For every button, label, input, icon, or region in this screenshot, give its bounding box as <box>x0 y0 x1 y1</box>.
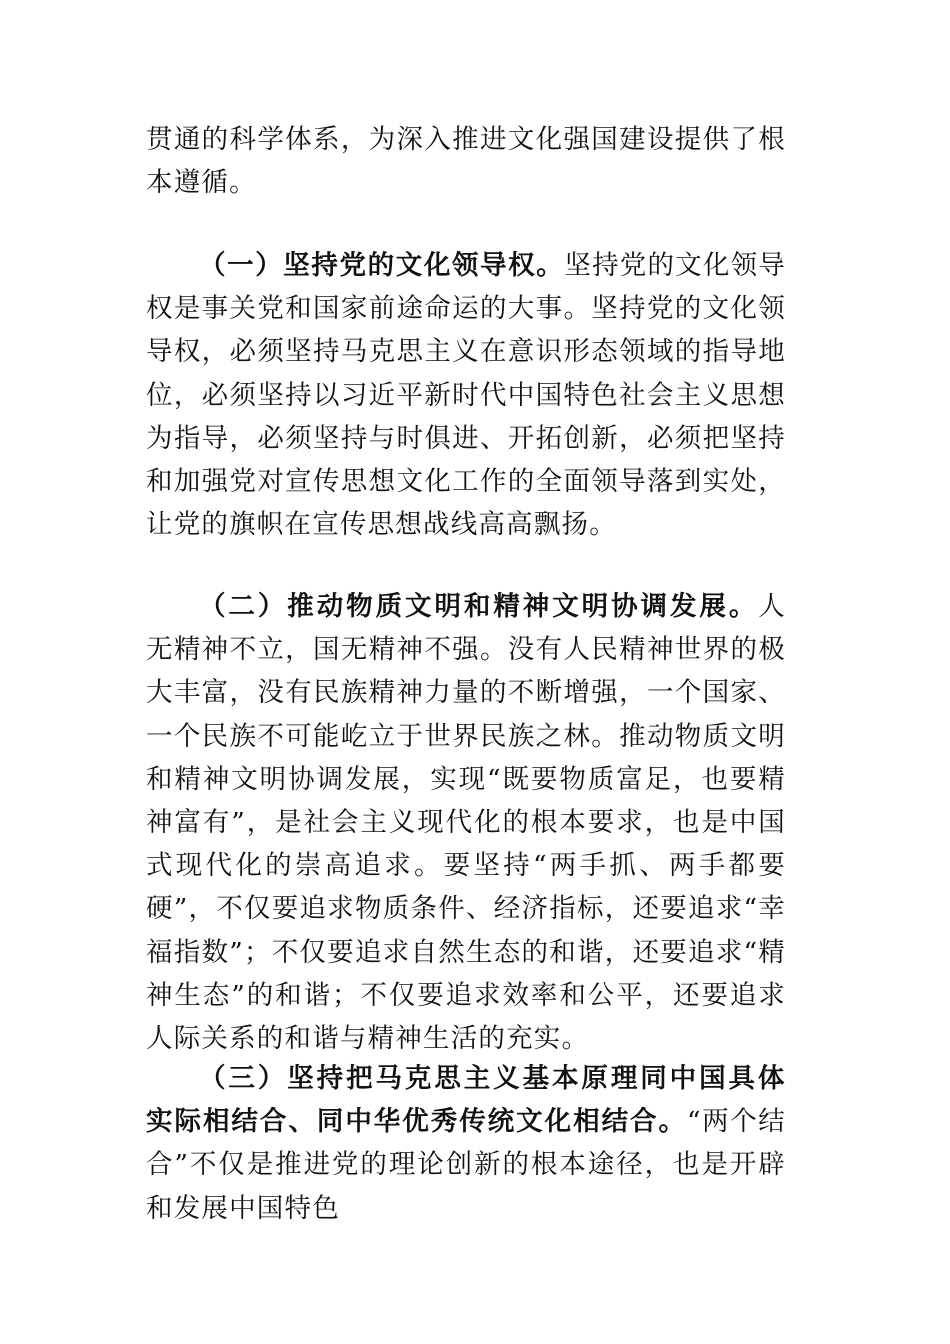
paragraph-2 <box>146 585 786 1060</box>
section-1 <box>146 244 786 546</box>
section-heading: （二）推动物质文明和精神文明协调发展。 <box>199 591 759 622</box>
section-heading: （三）坚持把马克思主义基本原理同中国具体实际相结合、同中华优秀传统文化相结合。 <box>146 1063 786 1138</box>
paragraph-continuation <box>146 118 786 204</box>
paragraph-body: “两个结合”不仅是推进党的理论创新的根本途径，也是开辟和发展中国特色 <box>146 1106 786 1224</box>
paragraph-1 <box>146 244 786 546</box>
section-heading: （一）坚持党的文化领导权。 <box>199 250 565 281</box>
paragraph-body: 坚持党的文化领导权是事关党和国家前途命运的大事。坚持党的文化领导权，必须坚持马克思主义在意识形态领域的指导地位，必须坚持以习近平新时代中国特色社会主义思想为指导，必须坚持与时俱进、开拓创新，必须把坚持和加强党对宣传思想文化工作的全面领导落到实处，让党的旗帜在宣传思想战线高高飘扬。 <box>146 250 786 541</box>
section-2 <box>146 585 786 1060</box>
paragraph-body: 人无精神不立，国无精神不强。没有人民精神世界的极大丰富，没有民族精神力量的不断增强，一个国家、一个民族不可能屹立于世界民族之林。推动物质文明和精神文明协调发展，实现“既要物质富足，也要精神富有”，是社会主义现代化的根本要求，也是中国式现代化的崇高追求。要坚持“两手抓、两手都要硬”，不仅要追求物质条件、经济指标，还要追求“幸福指数”；不仅要追求自然生态的和谐，还要追求“精神生态”的和谐；不仅要追求效率和公平，还要追求人际关系的和谐与精神生活的充实。 <box>146 591 786 1055</box>
paragraph-3 <box>146 1057 786 1230</box>
section-3 <box>146 1057 786 1230</box>
paragraph-0 <box>146 118 786 204</box>
paragraph-body: 贯通的科学体系，为深入推进文化强国建设提供了根本遵循。 <box>146 124 786 199</box>
